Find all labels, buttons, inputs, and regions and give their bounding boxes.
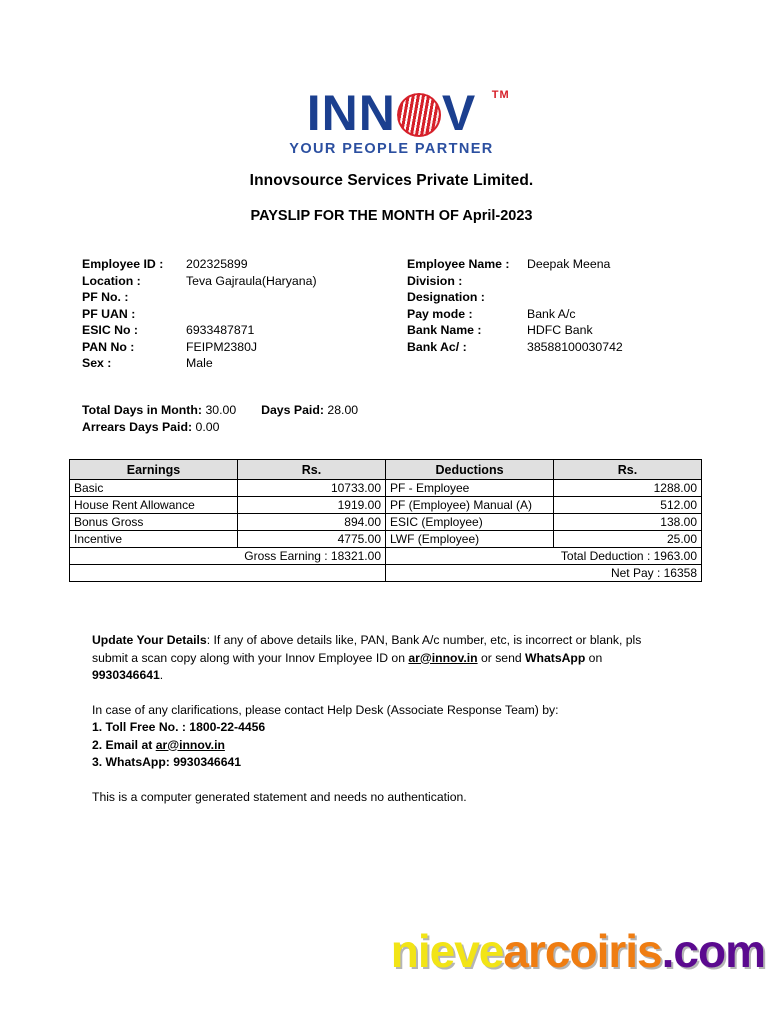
paragraph-spacer — [92, 685, 670, 702]
earning-amount: 4775.00 — [238, 531, 386, 548]
whatsapp-word: WhatsApp — [525, 650, 586, 665]
arrears-days-value: 0.00 — [195, 419, 220, 434]
earning-amount: 894.00 — [238, 514, 386, 531]
detail-label: Pay mode : — [407, 306, 473, 321]
update-details-line2b: or send — [477, 650, 526, 665]
helpdesk-item-toll-free: 1. Toll Free No. : 1800-22-4456 — [92, 720, 266, 734]
helpdesk-intro: In case of any clarifications, please contact Help Desk (Associate Response Team) by: — [92, 702, 559, 717]
detail-row-pf-uan — [82, 306, 377, 323]
days-paid-value: 28.00 — [327, 403, 359, 417]
earning-name: Incentive — [70, 531, 238, 548]
detail-row-bank-name — [407, 322, 702, 339]
helpdesk-item-email — [92, 737, 670, 755]
detail-row-bank-account — [407, 339, 702, 356]
watermark-part-1: nieve — [390, 925, 504, 977]
detail-label: Division : — [407, 273, 463, 288]
days-line-arrears — [82, 419, 358, 436]
helpdesk-item-whatsapp: 3. WhatsApp: 9930346641 — [92, 755, 242, 769]
detail-label: Employee ID : — [82, 257, 164, 271]
table-totals-row — [70, 548, 702, 565]
deduction-name: ESIC (Employee) — [386, 514, 554, 531]
earning-amount: 1919.00 — [238, 497, 386, 514]
earning-name: Basic — [70, 480, 238, 497]
logo-word-right: V — [441, 85, 477, 141]
earnings-deductions-table — [69, 459, 702, 582]
detail-label: Bank Ac/ : — [407, 339, 467, 354]
table-row — [70, 480, 702, 497]
detail-row-esic-no — [82, 322, 377, 339]
total-deduction-total: Total Deduction : 1963.00 — [386, 548, 702, 565]
netpay-empty-cell — [70, 565, 386, 582]
earning-name: Bonus Gross — [70, 514, 238, 531]
detail-value: 202325899 — [186, 257, 248, 271]
logo-mark — [289, 85, 510, 157]
table-netpay-row — [70, 565, 702, 582]
company-logo — [0, 85, 783, 158]
deduction-amount: 25.00 — [554, 531, 702, 548]
deduction-name: LWF (Employee) — [386, 531, 554, 548]
update-details-line2c: on — [585, 650, 603, 665]
column-header-earnings: Earnings — [70, 460, 238, 480]
helpdesk-email-link[interactable]: ar@innov.in — [155, 737, 225, 752]
table-header-row — [70, 460, 702, 480]
detail-value: HDFC Bank — [527, 323, 593, 337]
detail-value: 6933487871 — [186, 323, 255, 337]
employee-details — [82, 256, 702, 372]
update-details-line2a: submit a scan copy along with your Innov Employee ID on — [92, 650, 409, 665]
detail-label: PAN No : — [82, 339, 135, 354]
table-row — [70, 514, 702, 531]
employee-details-left-column — [82, 256, 377, 372]
update-details-line1: : If any of above details like, PAN, Bank A/c number, etc, is incorrect or blank, pls — [206, 633, 642, 647]
logo-wordmark — [289, 85, 510, 141]
earning-amount: 10733.00 — [238, 480, 386, 497]
trademark-icon: TM — [491, 89, 510, 101]
earning-name: House Rent Allowance — [70, 497, 238, 514]
arrears-days-label: Arrears Days Paid: — [82, 419, 193, 434]
deduction-name: PF (Employee) Manual (A) — [386, 497, 554, 514]
deduction-amount: 138.00 — [554, 514, 702, 531]
logo-word-left: INN — [306, 85, 396, 141]
email-link-inline[interactable]: ar@innov.in — [408, 650, 478, 665]
page-title: PAYSLIP FOR THE MONTH OF April-2023 — [250, 208, 533, 224]
detail-value: Deepak Meena — [527, 257, 611, 271]
table-row — [70, 531, 702, 548]
detail-value: Male — [186, 356, 213, 370]
detail-row-employee-id — [82, 256, 377, 273]
company-name: Innovsource Services Private Limited. — [249, 172, 534, 189]
column-header-deductions-amount: Rs. — [554, 460, 702, 480]
detail-label: Sex : — [82, 356, 112, 370]
update-details-paragraph — [92, 632, 670, 685]
helpdesk-email-prefix: 2. Email at — [92, 737, 156, 752]
detail-row-employee-name — [407, 256, 702, 273]
update-details-title: Update Your Details — [92, 633, 207, 647]
gross-earning-total: Gross Earning : 18321.00 — [70, 548, 386, 565]
detail-label: Bank Name : — [407, 323, 482, 337]
table-row — [70, 497, 702, 514]
site-watermark — [390, 925, 765, 977]
globe-icon — [397, 93, 441, 137]
detail-value: Bank A/c — [527, 306, 576, 321]
deduction-name: PF - Employee — [386, 480, 554, 497]
days-line-primary — [82, 402, 358, 419]
detail-label: Employee Name : — [407, 257, 510, 271]
employee-details-right-column — [377, 256, 702, 372]
detail-row-pay-mode — [407, 306, 702, 323]
logo-tagline: YOUR PEOPLE PARTNER — [289, 141, 494, 157]
detail-row-designation — [407, 289, 702, 306]
detail-label: PF UAN : — [82, 306, 136, 321]
detail-label: Location : — [82, 273, 141, 288]
net-pay-total: Net Pay : 16358 — [386, 565, 702, 582]
detail-label: PF No. : — [82, 290, 129, 304]
attendance-summary — [82, 402, 358, 435]
update-details-phone: 9930346641 — [92, 668, 160, 682]
detail-value: 38588100030742 — [527, 339, 623, 354]
total-days-label: Total Days in Month: — [82, 403, 203, 417]
column-header-earnings-amount: Rs. — [238, 460, 386, 480]
detail-value: Teva Gajraula(Haryana) — [186, 273, 317, 288]
detail-label: Designation : — [407, 290, 485, 304]
watermark-part-3: .com — [661, 925, 765, 977]
paragraph-spacer — [92, 772, 670, 789]
detail-row-pan-no — [82, 339, 377, 356]
footer-notes — [92, 632, 670, 806]
detail-row-sex — [82, 355, 377, 372]
detail-row-pf-no — [82, 289, 377, 306]
detail-value: FEIPM2380J — [186, 339, 258, 354]
watermark-part-2: arcoiris — [503, 925, 662, 977]
detail-label: ESIC No : — [82, 323, 139, 337]
update-details-period: . — [159, 668, 164, 682]
detail-row-location — [82, 273, 377, 290]
days-paid-label: Days Paid: — [261, 403, 324, 417]
disclaimer-text: This is a computer generated statement and needs no authentication. — [92, 789, 467, 804]
column-header-deductions: Deductions — [386, 460, 554, 480]
detail-row-division — [407, 273, 702, 290]
deduction-amount: 1288.00 — [554, 480, 702, 497]
total-days-value: 30.00 — [205, 403, 237, 417]
deduction-amount: 512.00 — [554, 497, 702, 514]
